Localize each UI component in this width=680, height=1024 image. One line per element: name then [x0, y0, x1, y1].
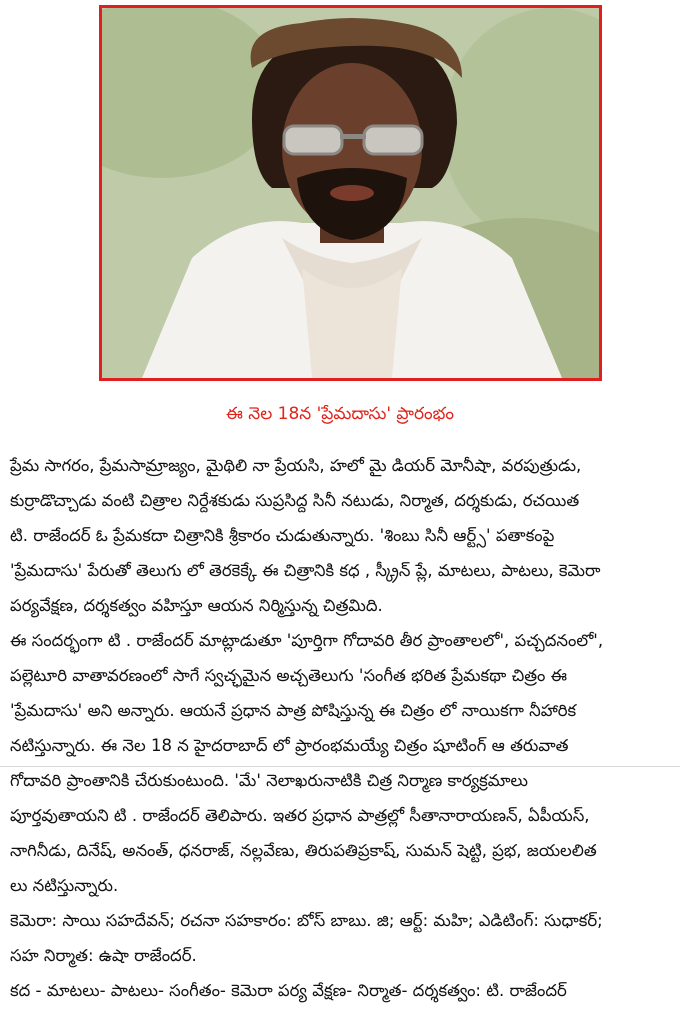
article-line: గోదావరి ప్రాంతానికి చేరుకుంటుంది. 'మే' నెలాఖరునాటికి చిత్ర నిర్మాణ కార్యక్రమాలు: [10, 771, 528, 790]
article-line: ఈ సందర్భంగా టి . రాజేందర్ మాట్లాడుతూ 'పూర్తిగా గోదావరి తీర ప్రాంతాలలో', పచ్చదనంలో',: [10, 631, 604, 650]
article-line: నాగినీడు, దినేష్, అనంత్, ధనరాజ్, నల్లవేణు, తిరుపతిప్రకాష్, సుమన్ షెట్టి, ప్రభ, జయలలిత: [10, 841, 597, 860]
article-line: టి. రాజేందర్ ఓ ప్రేమకదా చిత్రానికి శ్రీకారం చుడుతున్నారు. 'శింబు సినీ ఆర్ట్స్' పతాకంపై: [10, 526, 555, 545]
article-line: పర్యవేక్షణ, దర్శకత్వం వహిస్తూ ఆయన నిర్మిస్తున్న చిత్రమిది.: [10, 596, 383, 615]
divider: [0, 766, 680, 767]
portrait-illustration: [102, 8, 599, 378]
credits-line: సహ నిర్మాత: ఉషా రాజేందర్.: [10, 946, 197, 965]
article-line: నటిస్తున్నారు. ఈ నెల 18 న హైదరాబాద్ లో ప్రారంభమయ్యే చిత్రం షూటింగ్ ఆ తరువాత: [10, 736, 569, 755]
credits-line: కద - మాటలు- పాటలు- సంగీతం- కెమెరా పర్య వేక్షణ- నిర్మాత- దర్శకత్వం: టి. రాజేందర్: [10, 981, 567, 1000]
featured-photo: [99, 5, 602, 381]
credits-line: కెమెరా: సాయి సహదేవన్; రచనా సహకారం: బోస్ బాబు. జి; ఆర్ట్: మహి; ఎడిటింగ్: సుధాకర్;: [10, 911, 603, 930]
article-line: 'ప్రేమదాసు' అని అన్నారు. ఆయనే ప్రధాన పాత్ర పోషిస్తున్న ఈ చిత్రం లో నాయికగా నీహారిక: [10, 701, 577, 720]
article-line: 'ప్రేమదాసు' పేరుతో తెలుగు లో తెరకెక్కే ఈ చిత్రానికి కధ , స్క్రీన్ ప్లే, మాటలు, పాటలు, కెమెరా: [10, 561, 601, 580]
article-body: [10, 448, 675, 1008]
article-line: ప్రేమ సాగరం, ప్రేమసామ్రాజ్యం, మైథిలి నా ప్రేయసి, హలో మై డియర్ మోనీషా, వరపుత్రుడు,: [10, 456, 582, 475]
article-line: కుర్రాడొచ్చాడు వంటి చిత్రాల నిర్దేశకుడు సుప్రసిద్ద సినీ నటుడు, నిర్మాత, దర్శకుడు, రచయిత: [10, 491, 580, 510]
article-headline: ఈ నెల 18న 'ప్రేమదాసు' ప్రారంభం: [225, 404, 455, 424]
article-line: పూర్తవుతాయని టి . రాజేందర్ తెలిపారు. ఇతర ప్రధాన పాత్రల్లో సీతానారాయణన్, ఏపీయస్,: [10, 806, 590, 825]
article-line: లు నటిస్తున్నారు.: [10, 876, 119, 895]
article-line: పల్లెటూరి వాతావరణంలో సాగే స్వచ్ఛమైన అచ్చతెలుగు 'సంగీత భరిత ప్రేమకథా చిత్రం ఈ: [10, 666, 568, 685]
